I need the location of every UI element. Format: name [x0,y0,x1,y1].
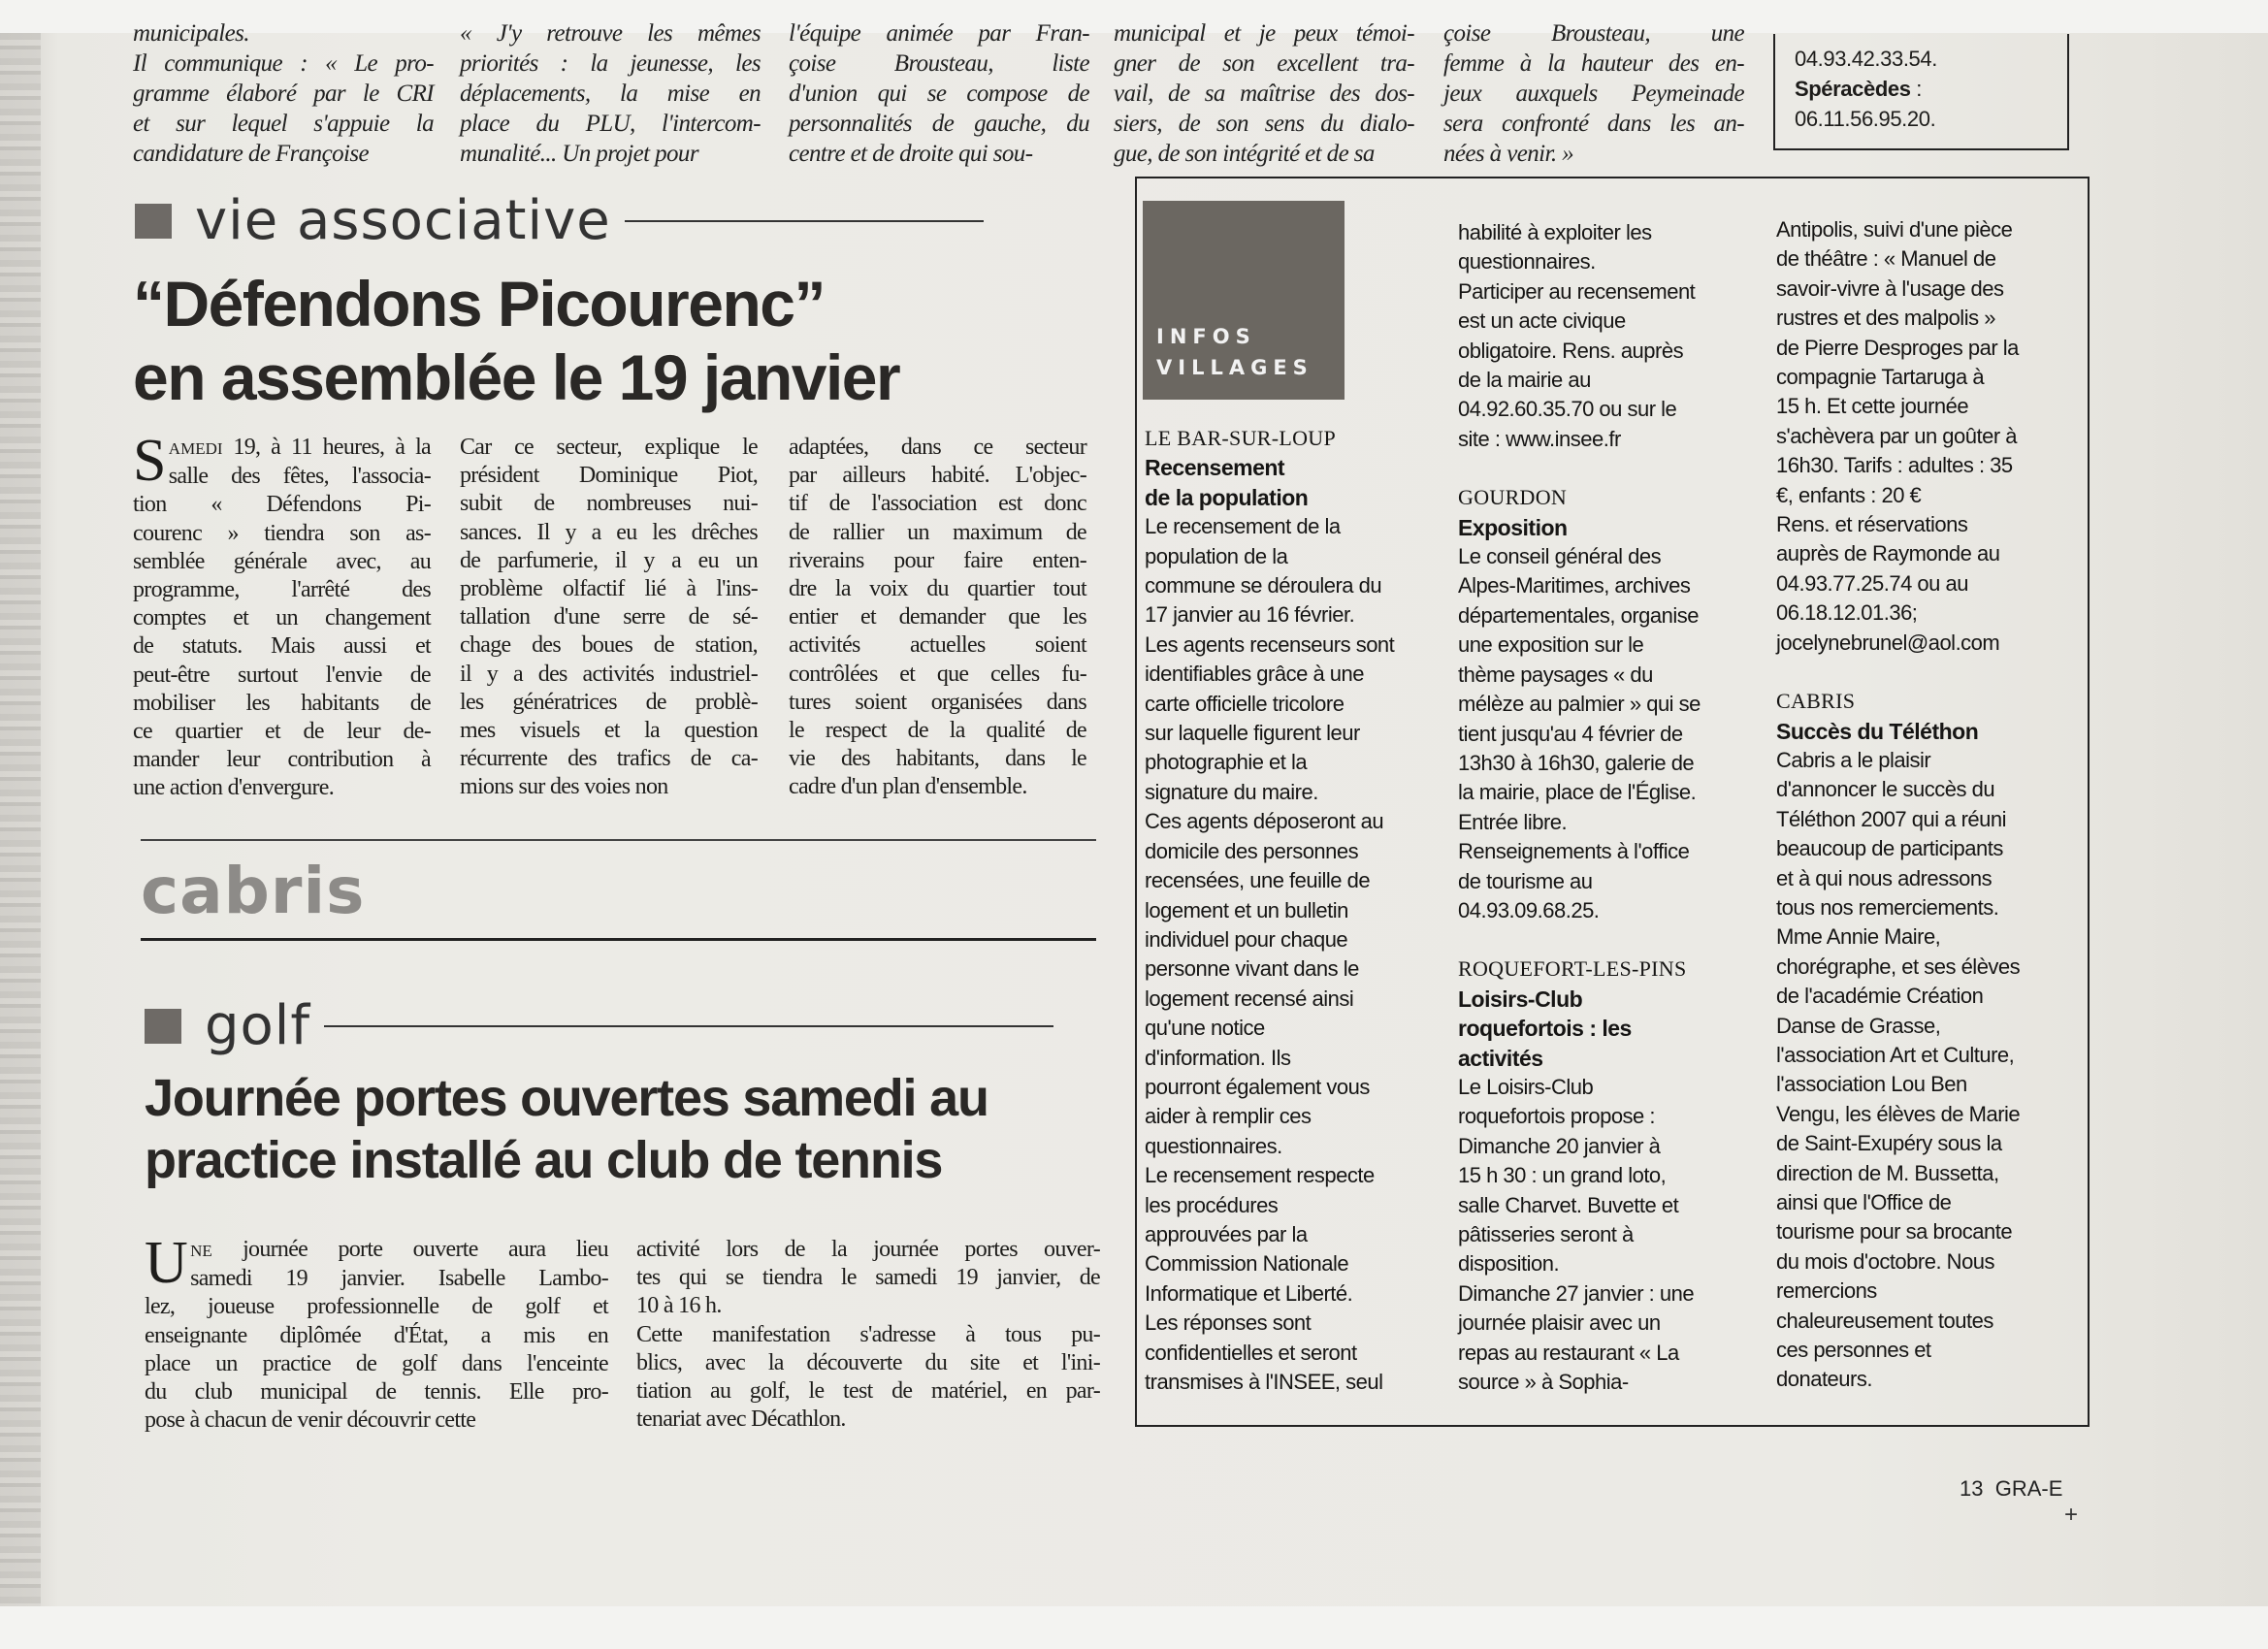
top-column-4 [1114,18,1414,169]
text-line: questionnaires. [1145,1133,1282,1158]
text-line: questionnaires. [1458,249,1596,275]
text-line: récurrente des trafics de ca- [460,746,758,772]
text-line: 10 à 16 h. [636,1293,722,1319]
text-line: beaucoup de participants [1776,836,2003,861]
text-line: s'achèvera par un goûter à [1776,423,2018,448]
edition-code: GRA-E [1994,1476,2063,1501]
text-line: sera confronté dans les an- [1443,111,1744,137]
text-line: 17 janvier au 16 février. [1145,602,1355,628]
text-line: Le conseil général des [1458,544,1662,569]
text-line: municipal et je peux témoi- [1114,20,1414,47]
text-line: Entrée libre. [1458,809,1568,834]
brief-title: Recensement [1145,455,1285,481]
text-line: signature du maire. [1145,779,1318,804]
text-line: logement recensé ainsi [1145,986,1354,1011]
text-line: Danse de Grasse, [1776,1013,1941,1038]
text-line: munalité... Un projet pour [460,141,698,167]
text-line: site : www.insee.fr [1458,426,1621,451]
text-line: thème paysages « du [1458,662,1653,687]
article-picourenc-column-1 [133,428,431,803]
text-line: adaptées, dans ce secteur [789,435,1086,460]
text-line: mions sur des voies non [460,774,668,800]
text-line: sances. Il y a eu les drêches [460,519,758,545]
text-line: de tourisme au [1458,868,1593,893]
text-line: approuvées par la [1145,1221,1308,1246]
top-column-3 [789,18,1089,169]
brief-title: Exposition [1458,514,1568,540]
village-name: CABRIS [1776,689,1856,714]
text-line: population de la [1145,543,1288,568]
headline-line-2: practice installé au club de tennis [145,1131,943,1189]
text-line: aider à remplir ces [1145,1104,1312,1129]
infos-column-2 [1458,218,1759,1397]
logo-line-1: INFOS [1156,325,1256,348]
text-line: 04.92.60.35.70 ou sur le [1458,397,1677,422]
paragraph [133,428,431,803]
text-line: l'association Lou Ben [1776,1072,1967,1097]
text-line: Le recensement de la [1145,514,1341,539]
text-line: direction de M. Bussetta, [1776,1160,1999,1185]
text-line: pourront également vous [1145,1074,1370,1099]
text-line: personnalités de gauche, du [789,111,1089,137]
text-line: comptes et un changement [133,605,431,631]
text-line: tiation au golf, le test de matériel, en par- [636,1378,1100,1405]
text-line: tenariat avec Décathlon. [636,1406,846,1433]
brief-title: activités [1458,1045,1543,1071]
text-line: de Pierre Desproges par la [1776,335,2019,360]
infos-column-3 [1776,215,2077,1395]
text-line: savoir-vivre à l'usage des [1776,275,2004,301]
rubric-label: golf [205,994,311,1057]
rubric-vie-associative [135,189,984,252]
text-line: tures soient organisées dans [789,689,1086,715]
text-line: transmises à l'INSEE, seul [1145,1370,1383,1394]
text-line: enseignante diplômée d'État, a mis en [145,1322,608,1348]
text-line: Dimanche 20 janvier à [1458,1133,1661,1158]
logo-line-2: VILLAGES [1156,356,1313,379]
brief-title: roquefortois : les [1458,1016,1632,1042]
text-line: courenc » tiendra son as- [133,520,431,546]
paragraph [636,1236,1100,1321]
text-line: çoise Brousteau, liste [789,50,1089,77]
text-line: jeux auxquels Peymeinade [1443,81,1744,107]
text-line: çoise Brousteau, une [1443,20,1744,47]
text-line: programme, l'arrêté des [133,577,431,603]
text-line: de la mairie au [1458,368,1591,393]
article-picourenc-column-2 [460,434,758,802]
text-line: « J'y retrouve les mêmes [460,20,761,47]
page-footer [1960,1476,2062,1502]
text-line: Mme Annie Maire, [1776,924,1941,950]
text-line: salle Charvet. Buvette et [1458,1192,1679,1217]
paragraph [460,434,758,802]
text-line: priorités : la jeunesse, les [460,50,761,77]
crop-mark: + [2064,1502,2079,1528]
headline-line-1: “Défendons Picourenc” [133,268,825,340]
text-line: confidentielles et seront [1145,1340,1357,1365]
paragraph [145,1230,608,1435]
text-line: individuel pour chaque [1145,926,1348,952]
text-line: la mairie, place de l'Église. [1458,780,1697,805]
text-line: nées à venir. » [1443,141,1574,167]
text-line: repas au restaurant « La [1458,1340,1679,1365]
text-line: qu'une notice [1145,1016,1265,1041]
rubric-golf [145,994,1053,1057]
text-line: vie des habitants, dans le [789,746,1086,772]
top-column-2 [460,18,761,169]
contact-phone-2: 06.11.56.95.20. [1795,107,1936,131]
text-line: Vengu, les élèves de Marie [1776,1101,2021,1126]
text-line: tif de l'association est donc [789,491,1086,517]
text-line: de l'académie Création [1776,984,1984,1009]
text-line: tient jusqu'au 4 février de [1458,721,1683,746]
text-line: dre la voix du quartier tout [789,576,1086,602]
text-line: les génératrices de problè- [460,689,758,715]
brief-title: Loisirs-Club [1458,986,1583,1012]
text-line: déplacements, la mise en [460,81,761,107]
text-line: Rens. et réservations [1776,512,1968,537]
village-name: ROQUEFORT-LES-PINS [1458,956,1687,982]
text-line: disposition. [1458,1251,1560,1277]
text-line: Ces agents déposeront au [1145,809,1384,834]
text-line: semblée générale avec, au [133,548,431,574]
torn-left-edge [0,33,41,1606]
text-line: mander leur contribution à [133,747,431,773]
text-line: roquefortois propose : [1458,1104,1656,1129]
text-line: d'information. Ils [1145,1045,1291,1070]
text-line: tallation d'une serre de sé- [460,604,758,630]
text-line: Cette manifestation s'adresse à tous pu- [636,1321,1100,1347]
text-line: gner de son excellent tra- [1114,50,1414,77]
text-line: problème olfactif lié à l'ins- [460,576,758,602]
text-line: Commission Nationale [1145,1251,1349,1277]
text-line: commune se déroulera du [1145,573,1382,598]
text-line: lez, joueuse professionnelle de golf et [145,1294,608,1320]
text-line: salle des fêtes, l'associa- [168,464,431,490]
village-name: GOURDON [1458,485,1568,510]
text-line: 16h30. Tarifs : adultes : 35 [1776,453,2013,478]
contact-place: Spéracèdes [1795,77,1911,101]
text-line: domicile des personnes [1145,838,1359,863]
text-line: d'annoncer le succès du [1776,777,1995,802]
text-line: vail, de sa maîtrise des dos- [1114,81,1414,107]
text-line: 13h30 à 16h30, galerie de [1458,750,1695,775]
text-line: 06.18.12.01.36; [1776,600,1918,626]
text-line: Informatique et Liberté. [1145,1280,1353,1306]
section-divider-thick [141,938,1096,941]
text-line: subit de nombreuses nui- [460,491,758,517]
article-picourenc-column-3 [789,434,1086,802]
text-line: Dimanche 27 janvier : une [1458,1280,1695,1306]
text-line: mobiliser les habitants de [133,690,431,716]
text-line: est un acte civique [1458,308,1626,334]
text-line: l'association Art et Culture, [1776,1042,2015,1067]
text-line: entier et demander que les [789,604,1086,630]
text-line: Antipolis, suivi d'une pièce [1776,217,2013,242]
text-line: du mois d'octobre. Nous [1776,1248,1995,1274]
text-line: identifiables grâce à une [1145,662,1364,687]
text-line: une exposition sur le [1458,632,1644,658]
text-line: Il communique : « Le pro- [133,50,434,77]
text-line: photographie et la [1145,750,1308,775]
text-line: habilité à exploiter les [1458,220,1652,244]
text-line: président Dominique Piot, [460,463,758,489]
small-caps: NE [190,1242,212,1260]
text-line: mélèze au palmier » qui se [1458,692,1701,717]
small-caps: AMEDI [168,439,223,458]
infos-column-1 [1145,424,1445,1397]
text-line: ainsi que l'Office de [1776,1190,1952,1214]
rubric-label: vie associative [195,189,611,252]
text-line: de parfumerie, il y a eu un [460,547,758,573]
text-line: compagnie Tartaruga à [1776,365,1985,390]
text-line: tes qui se tiendra le samedi 19 janvier, de [636,1265,1100,1291]
text-line: contrôlées et que celles fu- [789,661,1086,687]
text-line: une action d'envergure. [133,775,335,801]
text-line: peut-être surtout l'envie de [133,662,431,688]
text-line: activités actuelles soient [789,632,1086,659]
brief-title: de la population [1145,484,1309,510]
paragraph [789,434,1086,802]
text-line: recensées, une feuille de [1145,868,1371,893]
text-line: municipales. [133,20,249,47]
text-line: cadre d'un plan d'ensemble. [789,774,1027,800]
rubric-rule [324,1025,1053,1027]
section-label-cabris: cabris [141,854,366,928]
text-line: jocelynebrunel@aol.com [1776,630,2000,655]
text-line: 15 h. Et cette journée [1776,394,1969,419]
rubric-square-icon [145,1009,181,1044]
text-line: par ailleurs habité. L'objec- [789,463,1086,489]
text-line: siers, de son sens du dialo- [1114,111,1414,137]
text-line: place un practice de golf dans l'enceinte [145,1350,608,1376]
text-line: auprès de Raymonde au [1776,541,2000,566]
text-line: Téléthon 2007 qui a réuni [1776,806,2007,831]
text-line: journée plaisir avec un [1458,1310,1661,1336]
text-line: Renseignements à l'office [1458,839,1690,864]
brief-title: Succès du Téléthon [1776,718,1979,744]
text-line: Le Loisirs-Club [1458,1074,1594,1099]
text-line: €, enfants : 20 € [1776,482,1922,507]
section-divider [141,839,1096,841]
text-line: activité lors de la journée portes ouver- [636,1237,1100,1262]
text-line: et à qui nous adressons [1776,865,1993,890]
text-line: de théâtre : « Manuel de [1776,246,1996,272]
drop-cap: U [145,1230,188,1296]
text-line: sur laquelle figurent leur [1145,721,1360,746]
text-line: NE journée porte ouverte aura lieu [190,1237,608,1262]
text-line: obligatoire. Rens. auprès [1458,338,1684,363]
text-line: mes visuels et la question [460,718,758,744]
text-line: rustres et des malpolis » [1776,306,1995,331]
contact-phone-1: 04.93.42.33.54. [1795,47,1937,71]
contact-box [1773,34,2069,150]
drop-cap: S [133,428,166,494]
text-line: pâtisseries seront à [1458,1222,1634,1246]
text-line: de statuts. Mais aussi et [133,633,431,660]
text-line: Cabris a le plaisir [1776,747,1931,772]
text-line: Car ce secteur, explique le [460,435,758,460]
text-line: de rallier un maximum de [789,519,1086,545]
text-line: 15 h 30 : un grand loto, [1458,1163,1667,1188]
text-line: l'équipe animée par Fran- [789,20,1089,47]
article-golf-column-2 [636,1236,1100,1434]
text-line: tous nos remerciements. [1776,894,1999,920]
text-line: Les réponses sont [1145,1310,1312,1336]
text-line: il y a des activités industriel- [460,661,758,687]
text-line: blics, avec la découverte du site et l'ini- [636,1349,1100,1375]
rubric-square-icon [135,204,172,239]
text-line: chorégraphe, et ses élèves [1776,954,2021,979]
headline-picourenc [133,267,899,414]
text-line: Alpes-Maritimes, archives [1458,573,1691,598]
text-line: 04.93.77.25.74 ou au [1776,570,1968,596]
text-line: et sur lequel s'appuie la [133,111,434,137]
text-line: départementales, organise [1458,602,1699,628]
text-line: chaleureusement toutes [1776,1308,1993,1333]
top-column-1 [133,18,434,169]
text-line: source » à Sophia- [1458,1370,1629,1395]
text-line: du club municipal de tennis. Elle pro- [145,1379,608,1406]
text-line: gue, de son intégrité et de sa [1114,141,1375,167]
text-line: AMEDI 19, à 11 heures, à la [168,435,431,460]
text-line: candidature de Françoise [133,141,369,167]
text-line: Les agents recenseurs sont [1145,631,1395,657]
text-line: donateurs. [1776,1367,1872,1392]
text-line: d'union qui se compose de [789,81,1089,107]
headline-line-2: en assemblée le 19 janvier [133,341,900,413]
text-line: tion « Défendons Pi- [133,492,431,518]
text-line: ces personnes et [1776,1338,1931,1363]
text-line: gramme élaboré par le CRI [133,81,434,107]
text-line: 04.93.09.68.25. [1458,897,1600,922]
contact-place-colon: : [1910,77,1922,101]
village-name: LE BAR-SUR-LOUP [1145,426,1337,450]
paragraph [636,1321,1100,1435]
text-line: pose à chacun de venir découvrir cette [145,1407,476,1434]
headline-golf [145,1067,988,1191]
text-line: chage des boues de station, [460,632,758,659]
text-line: de Saint-Exupéry sous la [1776,1131,2002,1156]
text-line: les procédures [1145,1192,1279,1217]
text-line: tourisme pour sa brocante [1776,1219,2013,1245]
text-line: le respect de la qualité de [789,718,1086,744]
text-line: centre et de droite qui sou- [789,141,1033,167]
article-golf-column-1 [145,1230,608,1435]
text-line: personne vivant dans le [1145,956,1359,982]
top-column-5 [1443,18,1744,169]
page-number: 13 [1960,1476,1984,1501]
text-line: Le recensement respecte [1145,1163,1375,1188]
text-line: femme à la hauteur des en- [1443,50,1744,77]
text-line: remercions [1776,1278,1877,1304]
text-line: ce quartier et de leur de- [133,719,431,745]
text-line: riverains pour faire enten- [789,547,1086,573]
text-line: samedi 19 janvier. Isabelle Lambo- [190,1266,608,1292]
text-line: logement et un bulletin [1145,897,1348,922]
rubric-rule [625,220,984,222]
headline-line-1: Journée portes ouvertes samedi au [145,1069,988,1127]
text-line: carte officielle tricolore [1145,691,1345,716]
text-line: place du PLU, l'intercom- [460,111,761,137]
infos-villages-logo [1143,201,1345,400]
text-line: Participer au recensement [1458,278,1696,304]
